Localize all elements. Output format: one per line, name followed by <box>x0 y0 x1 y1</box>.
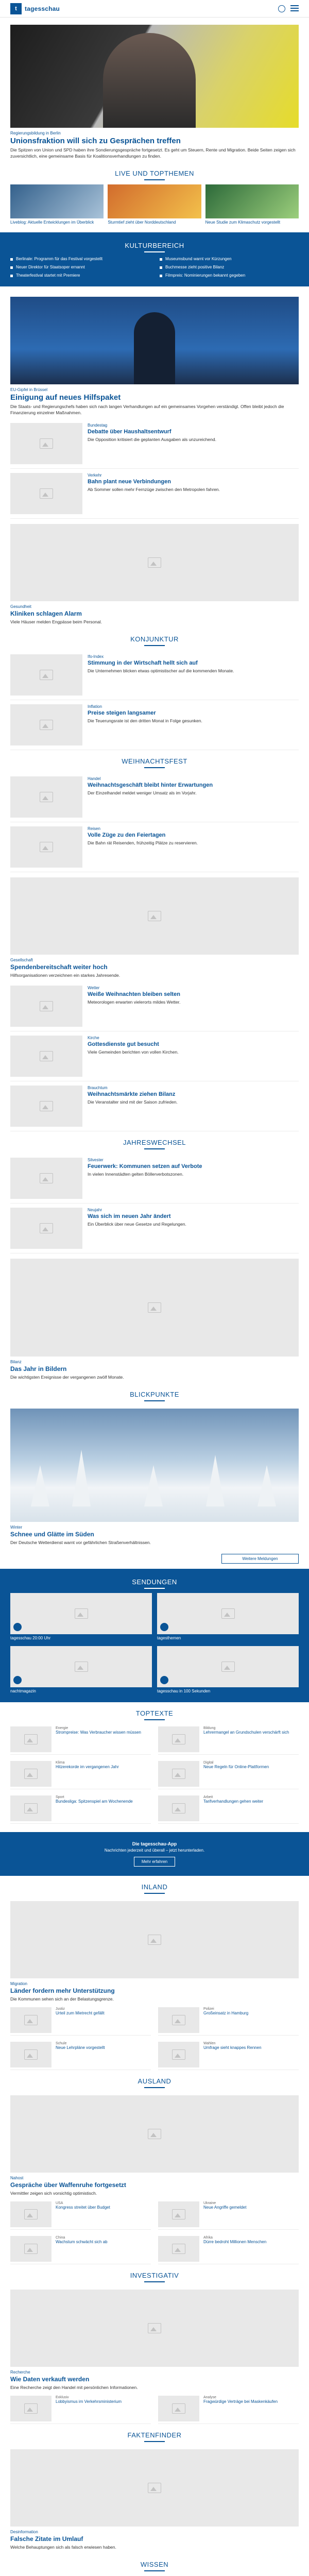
hero-headline: Unionsfraktion will sich zu Gesprächen treffen <box>10 137 181 145</box>
wide-article[interactable]: Migration Länder fordern mehr Unterstützung Die Kommunen sehen sich an der Belastungsgrenze. <box>10 1898 299 2005</box>
hero-article[interactable] <box>10 22 299 162</box>
video-tile[interactable]: tagesthemen <box>157 1593 299 1641</box>
section-title-top-topics: LIVE UND TOPTHEMEN <box>10 162 299 184</box>
kultur-link[interactable]: Berlinale: Programm für das Festival vorgestellt <box>10 257 149 262</box>
image-icon <box>40 488 53 499</box>
search-icon[interactable] <box>278 5 285 12</box>
list-item[interactable]: Digital Neue Regeln für Online-Plattformen <box>158 1759 299 1789</box>
section-title-konjunktur: KONJUNKTUR <box>10 628 299 650</box>
section-title-weihnachtsfest: WEIHNACHTSFEST <box>10 750 299 772</box>
image-icon <box>148 2483 161 2493</box>
image-icon <box>172 1734 185 1744</box>
list-item[interactable]: Sport Bundesliga: Spitzenspiel am Wochenende <box>10 1793 151 1824</box>
logo-text: tagesschau <box>25 5 60 12</box>
video-tile[interactable]: nachtmagazin <box>10 1646 152 1694</box>
section-title-investigativ: INVESTIGATIV <box>10 2264 299 2286</box>
more-button[interactable]: Weitere Meldungen <box>221 1554 299 1564</box>
list-item[interactable]: Analyse Fragwürdige Verträge bei Maskenkäufen <box>158 2394 299 2424</box>
section-title-sendungen: SENDUNGEN <box>10 1571 299 1593</box>
image-icon <box>24 1769 38 1779</box>
image-icon <box>40 1173 53 1183</box>
sendungen-band <box>0 1569 309 1702</box>
image-icon <box>172 2049 185 2060</box>
list-item[interactable]: Ukraine Neue Angriffe gemeldet <box>158 2199 299 2230</box>
cta-button[interactable]: Mehr erfahren <box>134 1857 175 1867</box>
list-item[interactable]: Ifo-Index Stimmung in der Wirtschaft hellt sich auf Die Unternehmen blicken etwas optimistischer auf die kommenden Monate. <box>10 650 299 700</box>
list-item[interactable]: USA Kongress streitet über Budget <box>10 2199 151 2230</box>
image-icon <box>172 1769 185 1779</box>
image-placeholder <box>10 776 82 818</box>
image-icon <box>148 1302 161 1313</box>
list-item[interactable]: Bundestag Debatte über Haushaltsentwurf Die Opposition kritisiert die geplanten Ausgaben als unzureichend. <box>10 419 299 469</box>
image-icon <box>75 1662 88 1672</box>
list-item[interactable]: Wetter Weiße Weihnachten bleiben selten Meteorologen erwarten vielerorts mildes Wetter. <box>10 981 299 1031</box>
app-cta <box>0 1832 309 1876</box>
image-placeholder <box>10 1208 82 1249</box>
site-header <box>0 0 309 18</box>
wide-article[interactable]: Nahost Gespräche über Waffenruhe fortgesetzt Vermittler zeigen sich vorsichtig optimistisch. <box>10 2092 299 2199</box>
video-tile[interactable]: tagesschau in 100 Sekunden <box>157 1646 299 1694</box>
winter-image <box>10 1409 299 1522</box>
image-icon <box>24 2049 38 2060</box>
kultur-band <box>0 232 309 286</box>
image-icon <box>40 792 53 802</box>
hero-image <box>10 25 299 128</box>
image-icon <box>221 1662 235 1672</box>
image-icon <box>24 2015 38 2025</box>
logo[interactable] <box>10 3 60 14</box>
list-item[interactable]: Kirche Gottesdienste gut besucht Viele Gemeinden berichten von vollen Kirchen. <box>10 1031 299 1081</box>
section-title-inland: INLAND <box>10 1876 299 1898</box>
image-icon <box>40 1001 53 1011</box>
list-item[interactable]: Bildung Lehrermangel an Grundschulen verschärft sich <box>158 1724 299 1755</box>
image-placeholder <box>10 704 82 745</box>
list-item[interactable]: Wahlen Umfrage sieht knappes Rennen <box>158 2040 299 2070</box>
topic-card[interactable]: Liveblog: Aktuelle Entwicklungen im Überblick <box>10 184 104 225</box>
cta-heading: Die tagesschau-App <box>132 1841 177 1846</box>
wide-article[interactable]: Desinformation Falsche Zitate im Umlauf Welche Behauptungen sich als falsch erwiesen haben. <box>10 2446 299 2553</box>
list-item[interactable]: China Wachstum schwächt sich ab <box>10 2234 151 2264</box>
logo-mark: t <box>10 3 22 14</box>
kultur-link[interactable]: Museumsbund warnt vor Kürzungen <box>160 257 299 262</box>
image-icon <box>148 911 161 921</box>
play-icon <box>160 1623 168 1631</box>
header-icons <box>278 5 299 12</box>
wide-article[interactable]: Gesundheit Kliniken schlagen Alarm Viele Häuser melden Engpässe beim Personal. <box>10 519 299 628</box>
list-item[interactable]: Afrika Dürre bedroht Millionen Menschen <box>158 2234 299 2264</box>
kultur-link[interactable]: Filmpreis: Nominierungen bekannt gegeben <box>160 273 299 278</box>
image-icon <box>24 2403 38 2414</box>
play-icon <box>13 1676 22 1684</box>
list-item[interactable]: Klima Hitzerekorde im vergangenen Jahr <box>10 1759 151 1789</box>
image-icon <box>148 2129 161 2139</box>
image-icon <box>40 670 53 680</box>
image-placeholder <box>10 654 82 696</box>
stage-article[interactable] <box>10 294 299 419</box>
image-icon <box>75 1608 88 1619</box>
list-item[interactable]: Energie Strompreise: Was Verbraucher wissen müssen <box>10 1724 151 1755</box>
section-title-jahreswechsel: JAHRESWECHSEL <box>10 1131 299 1154</box>
image-icon <box>40 438 53 449</box>
image-placeholder <box>10 877 299 955</box>
list-item[interactable]: Verkehr Bahn plant neue Verbindungen Ab Sommer sollen mehr Fernzüge zwischen den Metropolen fahren. <box>10 469 299 519</box>
image-placeholder <box>10 1036 82 1077</box>
wide-article[interactable]: Recherche Wie Daten verkauft werden Eine Recherche zeigt den Handel mit persönlichen Informationen. <box>10 2286 299 2394</box>
list-item[interactable]: Inflation Preise steigen langsamer Die Teuerungsrate ist den dritten Monat in Folge gesunken. <box>10 700 299 750</box>
list-item[interactable]: Exklusiv Lobbyismus im Verkehrsministerium <box>10 2394 151 2424</box>
image-icon <box>221 1608 235 1619</box>
image-icon <box>40 1223 53 1233</box>
stage-kicker: EU-Gipfel in Brüssel <box>10 387 48 392</box>
topic-card[interactable]: Sturmtief zieht über Norddeutschland <box>108 184 201 225</box>
list-item[interactable]: Polizei Großeinsatz in Hamburg <box>158 2005 299 2036</box>
image-icon <box>172 1803 185 1814</box>
image-placeholder <box>10 1259 299 1357</box>
list-item[interactable]: Neujahr Was sich im neuen Jahr ändert Ein Überblick über neue Gesetze und Regelungen. <box>10 1204 299 1253</box>
stage-teaser: Die Staats- und Regierungschefs haben sich nach langen Verhandlungen auf ein gemeinsames Vorgehen verständigt. Offen bleibt jedoch die Finanzierung einzelner Maßnahmen. <box>10 404 284 415</box>
image-icon <box>24 1734 38 1744</box>
video-tile[interactable]: tagesschau 20:00 Uhr <box>10 1593 152 1641</box>
image-icon <box>24 2244 38 2254</box>
image-icon <box>40 1101 53 1111</box>
wide-article[interactable]: Bilanz Das Jahr in Bildern Die wichtigsten Ereignisse der vergangenen zwölf Monate. <box>10 1253 299 1383</box>
list-item[interactable]: Schule Neue Lehrpläne vorgestellt <box>10 2040 151 2070</box>
image-placeholder <box>10 524 299 601</box>
image-icon <box>172 2209 185 2219</box>
kultur-link[interactable]: Theaterfestival startet mit Premiere <box>10 273 149 278</box>
wide-article[interactable]: Gesellschaft Spendenbereitschaft weiter hoch Hilfsorganisationen verzeichnen ein starkes Jahresende. <box>10 872 299 981</box>
list-item[interactable]: Silvester Feuerwerk: Kommunen setzen auf Verbote In vielen Innenstädten gelten Böllerverbotszonen. <box>10 1154 299 1204</box>
image-icon <box>40 720 53 730</box>
image-icon <box>148 1935 161 1945</box>
stage-image <box>10 297 299 384</box>
top-topics <box>10 184 299 225</box>
list-item[interactable]: Justiz Urteil zum Mietrecht gefällt <box>10 2005 151 2036</box>
topic-card[interactable]: Neue Studie zum Klimaschutz vorgestellt <box>205 184 299 225</box>
list-item[interactable]: Brauchtum Weihnachtsmärkte ziehen Bilanz Die Veranstalter sind mit der Saison zufrieden. <box>10 1081 299 1131</box>
image-icon <box>172 2015 185 2025</box>
image-placeholder <box>10 1086 82 1127</box>
play-icon <box>160 1676 168 1684</box>
image-icon <box>24 1803 38 1814</box>
hero-kicker: Regierungsbildung in Berlin <box>10 131 61 135</box>
section-title-blickpunkte: BLICKPUNKTE <box>10 1383 299 1405</box>
image-icon <box>40 842 53 852</box>
kultur-link[interactable]: Neuer Direktor für Staatsoper ernannt <box>10 265 149 270</box>
image-icon <box>172 2403 185 2414</box>
image-placeholder <box>10 826 82 868</box>
stage-headline: Einigung auf neues Hilfspaket <box>10 393 121 402</box>
section-title-ausland: AUSLAND <box>10 2070 299 2092</box>
kultur-link[interactable]: Buchmesse zieht positive Bilanz <box>160 265 299 270</box>
image-placeholder <box>10 473 82 514</box>
image-icon <box>172 2244 185 2254</box>
play-icon <box>13 1623 22 1631</box>
list-item[interactable]: Handel Weihnachtsgeschäft bleibt hinter Erwartungen Der Einzelhandel meldet weniger Umsatz als im Vorjahr. <box>10 772 299 822</box>
image-icon <box>148 2323 161 2333</box>
section-title-kultur: KULTURBEREICH <box>10 234 299 257</box>
image-placeholder <box>10 423 82 464</box>
menu-icon[interactable] <box>290 5 299 11</box>
image-icon <box>40 1051 53 1061</box>
image-placeholder <box>10 986 82 1027</box>
list-item[interactable]: Reisen Volle Züge zu den Feiertagen Die Bahn rät Reisenden, frühzeitig Plätze zu reservieren. <box>10 822 299 872</box>
cta-text: Nachrichten jederzeit und überall – jetzt herunterladen. <box>104 1848 205 1853</box>
blick-article[interactable]: Winter Schnee und Glätte im Süden Der Deutsche Wetterdienst warnt vor gefährlichen Straßenverhältnissen. <box>10 1405 299 1549</box>
list-item[interactable]: Arbeit Tarifverhandlungen gehen weiter <box>158 1793 299 1824</box>
section-title-wissen: WISSEN <box>10 2553 299 2575</box>
image-icon <box>24 2209 38 2219</box>
hero-teaser: Die Spitzen von Union und SPD haben ihre Sondierungsgespräche fortgesetzt. Es geht um Steuern, Rente und Migration. Beide Seiten zeigen sich zuversichtlich, eine gemeinsame Basis für Koalitionsverhandlungen zu finden. <box>10 147 296 159</box>
section-title-faktenfinder: FAKTENFINDER <box>10 2424 299 2446</box>
section-title-toptexte: TOPTEXTE <box>10 1702 299 1724</box>
image-placeholder <box>10 1158 82 1199</box>
image-icon <box>148 557 161 568</box>
